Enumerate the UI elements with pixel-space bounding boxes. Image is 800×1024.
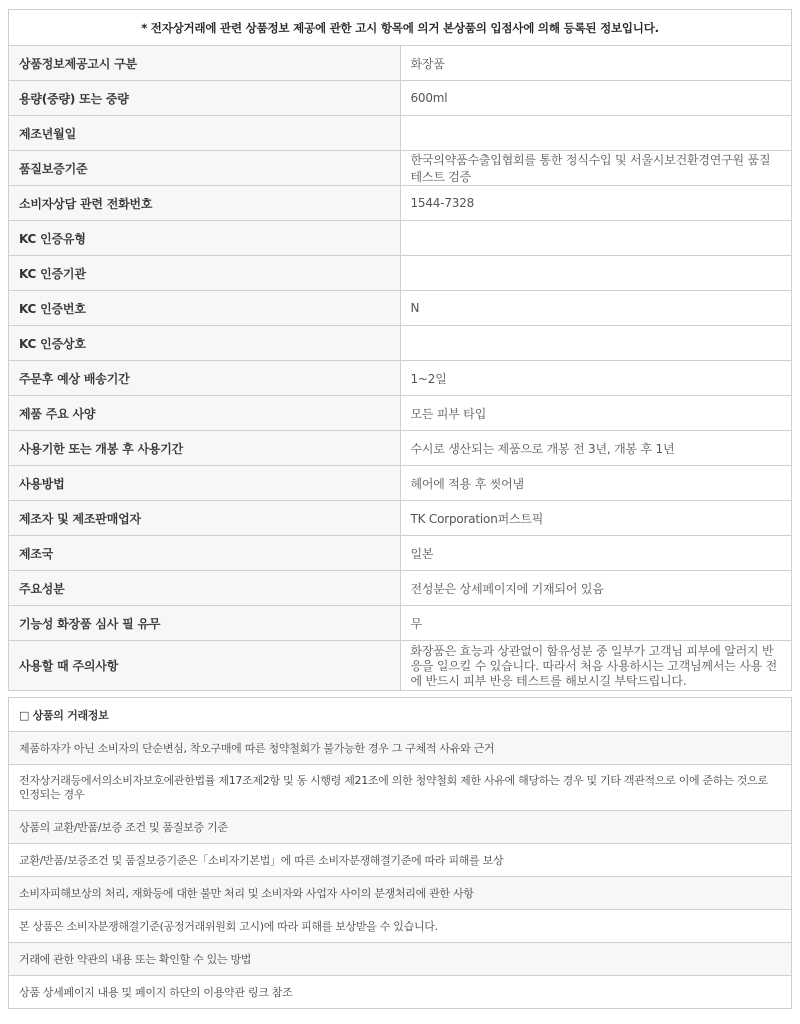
info-value: 헤어에 적용 후 씻어냄 xyxy=(400,466,792,501)
info-label: 기능성 화장품 심사 필 유무 xyxy=(9,606,401,641)
trade-info-question: 소비자피해보상의 처리, 재화등에 대한 불만 처리 및 소비자와 사업자 사이의 분쟁처리에 관한 사항 xyxy=(9,877,792,910)
table-row xyxy=(9,116,792,151)
info-label: KC 인증상호 xyxy=(9,326,401,361)
table-row xyxy=(9,151,792,186)
notice-row xyxy=(9,10,792,46)
info-label: 제품 주요 사양 xyxy=(9,396,401,431)
info-value xyxy=(400,116,792,151)
info-label: 제조국 xyxy=(9,536,401,571)
info-value: 한국의약품수출입협회를 통한 정식수입 및 서울시보건환경연구원 품질테스트 검증 xyxy=(400,151,792,186)
trade-info-table xyxy=(8,697,792,1009)
table-row xyxy=(9,256,792,291)
trade-info-header xyxy=(9,698,792,732)
info-label: KC 인증기관 xyxy=(9,256,401,291)
info-value xyxy=(400,221,792,256)
info-value: 모든 피부 타입 xyxy=(400,396,792,431)
table-row xyxy=(9,536,792,571)
table-row xyxy=(9,466,792,501)
info-label: KC 인증번호 xyxy=(9,291,401,326)
list-item xyxy=(9,765,792,811)
info-value: 일본 xyxy=(400,536,792,571)
table-row xyxy=(9,361,792,396)
info-label: 품질보증기준 xyxy=(9,151,401,186)
trade-info-question: 제품하자가 아닌 소비자의 단순변심, 착오구매에 따른 청약철회가 불가능한 경우 그 구체적 사유와 근거 xyxy=(9,732,792,765)
info-label: 상품정보제공고시 구분 xyxy=(9,46,401,81)
info-value: 전성분은 상세페이지에 기재되어 있음 xyxy=(400,571,792,606)
trade-info-answer: 교환/반품/보증조건 및 품질보증기준은「소비자기본법」에 따른 소비자분쟁해결기준에 따라 피해를 보상 xyxy=(9,844,792,877)
info-label: 제조년월일 xyxy=(9,116,401,151)
info-value: 1544-7328 xyxy=(400,186,792,221)
list-item xyxy=(9,844,792,877)
info-value: 1~2일 xyxy=(400,361,792,396)
table-row xyxy=(9,291,792,326)
table-row xyxy=(9,431,792,466)
table-row xyxy=(9,501,792,536)
list-item xyxy=(9,732,792,765)
info-label: 주문후 예상 배송기간 xyxy=(9,361,401,396)
list-item xyxy=(9,910,792,943)
trade-info-question: 상품의 교환/반품/보증 조건 및 품질보증 기준 xyxy=(9,811,792,844)
trade-info-question: 거래에 관한 약관의 내용 또는 확인할 수 있는 방법 xyxy=(9,943,792,976)
info-label: 제조자 및 제조판매업자 xyxy=(9,501,401,536)
table-row xyxy=(9,606,792,641)
list-item xyxy=(9,943,792,976)
info-value xyxy=(400,326,792,361)
info-label: 용량(중량) 또는 중량 xyxy=(9,81,401,116)
product-notice-container xyxy=(8,9,792,1009)
table-row xyxy=(9,571,792,606)
table-row xyxy=(9,326,792,361)
table-row xyxy=(9,186,792,221)
trade-info-answer: 본 상품은 소비자분쟁해결기준(공정거래위원회 고시)에 따라 피해를 보상받을 수 있습니다. xyxy=(9,910,792,943)
list-item xyxy=(9,811,792,844)
info-value: TK Corporation퍼스트픽 xyxy=(400,501,792,536)
info-label: 사용방법 xyxy=(9,466,401,501)
list-item xyxy=(9,976,792,1009)
table-row xyxy=(9,221,792,256)
trade-info-title: □ 상품의 거래정보 xyxy=(9,698,792,732)
table-row xyxy=(9,81,792,116)
info-value: 수시로 생산되는 제품으로 개봉 전 3년, 개봉 후 1년 xyxy=(400,431,792,466)
info-value: 화장품 xyxy=(400,46,792,81)
product-info-table xyxy=(8,9,792,691)
info-label: KC 인증유형 xyxy=(9,221,401,256)
table-row xyxy=(9,46,792,81)
info-value: N xyxy=(400,291,792,326)
notice-text: * 전자상거래에 관련 상품정보 제공에 관한 고시 항목에 의거 본상품의 입점사에 의해 등록된 정보입니다. xyxy=(9,10,792,46)
info-label: 사용할 때 주의사항 xyxy=(9,641,401,691)
info-label: 소비자상담 관련 전화번호 xyxy=(9,186,401,221)
list-item xyxy=(9,877,792,910)
info-value xyxy=(400,256,792,291)
info-label: 사용기한 또는 개봉 후 사용기간 xyxy=(9,431,401,466)
info-label: 주요성분 xyxy=(9,571,401,606)
trade-info-answer: 전자상거래등에서의소비자보호에관한법률 제17조제2항 및 동 시행령 제21조에 의한 청약철회 제한 사유에 해당하는 경우 및 기타 객관적으로 이에 준하는 것으로 인정되는 경우 xyxy=(9,765,792,811)
table-row xyxy=(9,641,792,691)
table-row xyxy=(9,396,792,431)
trade-info-answer: 상품 상세페이지 내용 및 페이지 하단의 이용약관 링크 참조 xyxy=(9,976,792,1009)
info-value: 600ml xyxy=(400,81,792,116)
info-value: 무 xyxy=(400,606,792,641)
info-value: 화장품은 효능과 상관없이 함유성분 중 일부가 고객님 피부에 알러지 반응을 일으킬 수 있습니다. 따라서 처음 사용하시는 고객님께서는 사용 전에 반드시 피부 반응 테스트를 해보시길 부탁드립니다. xyxy=(400,641,792,691)
